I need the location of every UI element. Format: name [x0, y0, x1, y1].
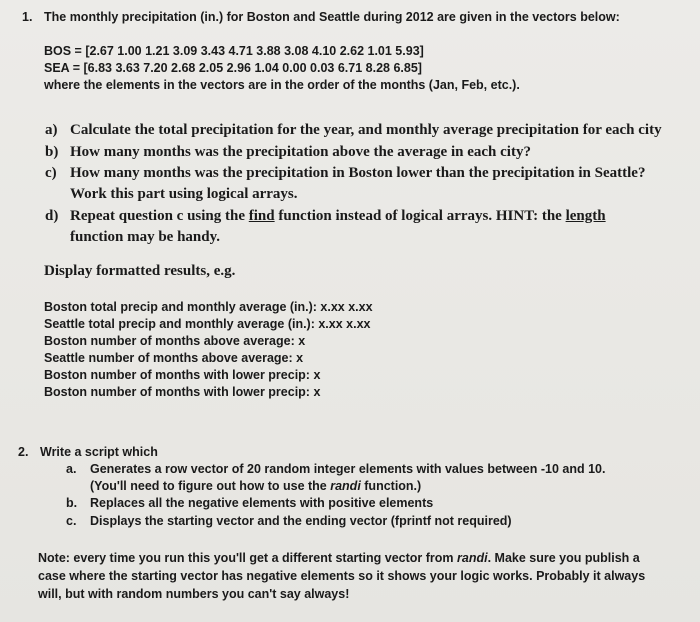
- q2-item-b-text: Replaces all the negative elements with positive elements: [90, 496, 434, 510]
- length-keyword: length: [565, 208, 606, 224]
- q2-item-a-text: Generates a row vector of 20 random integer elements with values between -10 and 10.: [90, 462, 606, 476]
- note-line-2: case where the starting vector has negative elements so it shows your logic works. Probably it always: [38, 569, 646, 583]
- part-d-text-pre: Repeat question c using the: [70, 208, 249, 224]
- q1-number: 1.: [22, 10, 33, 24]
- part-b-text: How many months was the precipitation above the average in each city?: [70, 144, 531, 160]
- q2-item-c-text: Displays the starting vector and the ending vector (fprintf not required): [90, 514, 512, 528]
- part-b-label: b): [45, 144, 59, 160]
- example-line: Seattle number of months above average: x: [44, 351, 304, 365]
- find-keyword: find: [248, 208, 275, 224]
- randi-hint-post: function.): [360, 479, 422, 493]
- part-c-text-line2: Work this part using logical arrays.: [70, 186, 298, 202]
- part-c-label: c): [45, 165, 57, 181]
- randi-keyword: randi: [330, 479, 361, 493]
- display-heading: Display formatted results, e.g.: [44, 263, 236, 279]
- example-line: Boston number of months with lower precip: x: [44, 368, 321, 382]
- q2-number: 2.: [18, 445, 29, 459]
- q2-item-a-hint: [90, 479, 421, 493]
- note-line-1: [38, 551, 640, 565]
- note-line-1-pre: Note: every time you run this you'll get a different starting vector from: [38, 551, 458, 565]
- note-randi-keyword: randi: [457, 551, 488, 565]
- example-line: Boston total precip and monthly average (in.): x.xx x.xx: [44, 300, 373, 314]
- q2-intro: Write a script which: [40, 445, 158, 459]
- sea-vector: SEA = [6.83 3.63 7.20 2.68 2.05 2.96 1.04 0.00 0.03 6.71 8.28 6.85]: [44, 61, 422, 75]
- part-d-text-mid: function instead of logical arrays. HINT: the: [274, 208, 566, 224]
- part-a-text: Calculate the total precipitation for the year, and monthly average precipitation for each city: [70, 122, 662, 138]
- example-line: Boston number of months above average: x: [44, 334, 306, 348]
- part-a-label: a): [45, 122, 58, 138]
- randi-hint-pre: (You'll need to figure out how to use the: [90, 479, 331, 493]
- part-c-text: How many months was the precipitation in Boston lower than the precipitation in Seattle?: [70, 165, 646, 181]
- example-line: Seattle total precip and monthly average (in.): x.xx x.xx: [44, 317, 371, 331]
- q2-item-b-label: b.: [66, 496, 78, 510]
- example-line: Boston number of months with lower precip: x: [44, 385, 321, 399]
- q2-item-c-label: c.: [66, 514, 77, 528]
- part-d-text: [70, 208, 606, 225]
- month-order-note: where the elements in the vectors are in the order of the months (Jan, Feb, etc.).: [44, 78, 520, 92]
- bos-vector: BOS = [2.67 1.00 1.21 3.09 3.43 4.71 3.88 3.08 4.10 2.62 1.01 5.93]: [44, 44, 424, 58]
- note-line-1-post: . Make sure you publish a: [487, 551, 640, 565]
- note-line-3: will, but with random numbers you can't say always!: [38, 587, 350, 601]
- q1-intro: The monthly precipitation (in.) for Boston and Seattle during 2012 are given in the vectors below:: [44, 10, 620, 24]
- part-d-text-line2: function may be handy.: [70, 229, 221, 245]
- q2-item-a-label: a.: [66, 462, 77, 476]
- part-d-label: d): [45, 208, 59, 224]
